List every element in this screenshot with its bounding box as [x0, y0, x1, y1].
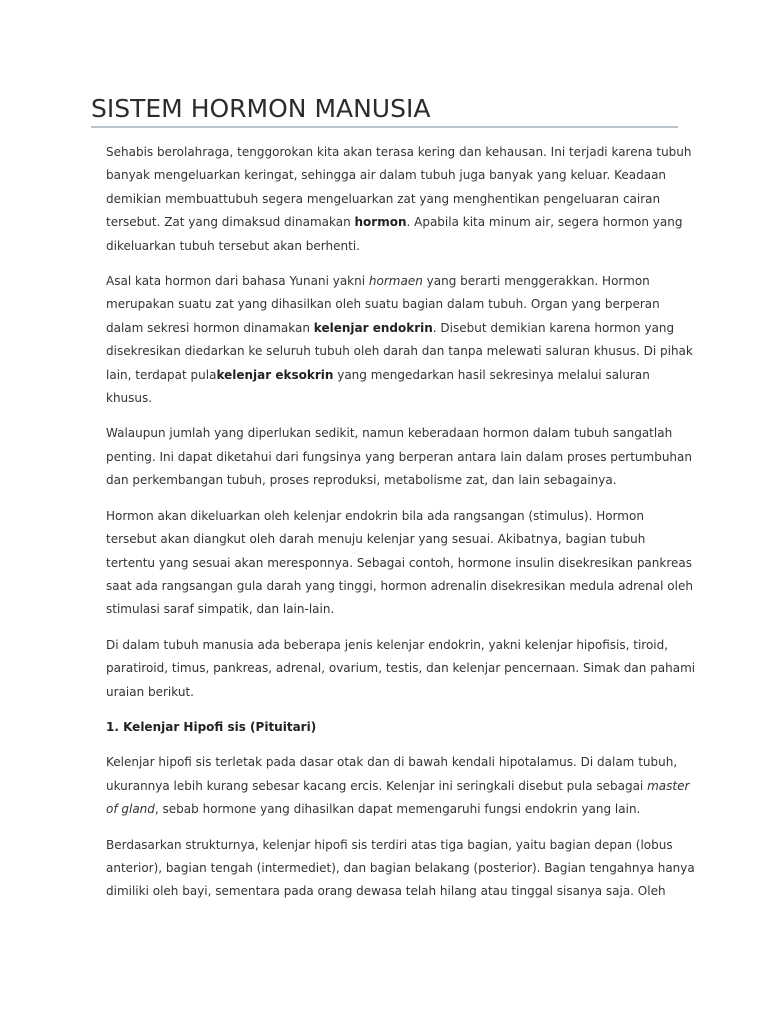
- text-line: [106, 598, 666, 621]
- text-run: , sebab hormone yang dihasilkan dapat memengaruhi fungsi endokrin yang lain.: [154, 802, 641, 817]
- text-run: merupakan suatu zat yang dihasilkan oleh suatu bagian dalam tubuh. Organ yang berperan: [106, 297, 660, 312]
- text-run: uraian berikut.: [106, 684, 194, 699]
- text-run: Asal kata hormon dari bahasa Yunani yakni: [106, 274, 369, 289]
- text-line: [106, 364, 666, 387]
- text-line: [106, 857, 695, 880]
- text-line: [106, 317, 675, 340]
- text-line: [106, 880, 666, 903]
- text-line: [106, 188, 666, 211]
- bold-term: kelenjar endokrin: [313, 320, 433, 335]
- text-line: [106, 775, 690, 798]
- text-line: [106, 235, 666, 258]
- italic-term: master: [647, 778, 690, 793]
- text-line: [106, 446, 692, 469]
- body-paragraph: [106, 634, 696, 704]
- text-line: [106, 575, 693, 598]
- text-run: banyak mengeluarkan keringat, sehingga air dalam tubuh juga banyak yang keluar. Keadaan: [106, 168, 667, 183]
- body-paragraph: [106, 141, 692, 258]
- document-body: [106, 141, 696, 916]
- italic-term: of gland: [106, 802, 155, 817]
- text-run: ukurannya lebih kurang sebesar kacang ercis. Kelenjar ini seringkali disebut pula sebagai: [106, 778, 648, 793]
- text-line: [106, 751, 678, 774]
- text-run: tertentu yang sesuai akan meresponnya. Sebagai contoh, hormone insulin disekresikan pankreas: [106, 555, 692, 570]
- body-paragraph: [106, 505, 693, 622]
- text-line: [106, 798, 666, 821]
- text-run: . Apabila kita minum air, segera hormon yang: [406, 215, 683, 230]
- body-paragraph: [106, 270, 693, 410]
- text-run: khusus.: [106, 391, 153, 406]
- body-paragraph: [106, 422, 692, 492]
- text-run: demikian membuattubuh segera mengeluarkan zat yang menghentikan pengeluaran cairan: [106, 191, 661, 206]
- text-run: saat ada rangsangan gula darah yang tinggi, hormon adrenalin disekresikan medula adrenal oleh: [106, 578, 693, 593]
- text-run: disekresikan diedarkan ke seluruh tubuh oleh darah dan tanpa melewati saluran khusus. Di pihak: [106, 344, 693, 359]
- text-line: [106, 387, 666, 410]
- document-title: SISTEM HORMON MANUSIA: [91, 94, 431, 123]
- text-line: [106, 293, 666, 316]
- text-line: [106, 528, 666, 551]
- text-line: [106, 469, 666, 492]
- body-paragraph: [106, 834, 695, 904]
- text-line: [106, 657, 696, 680]
- title-underline: [91, 126, 678, 128]
- text-line: [106, 505, 666, 528]
- text-run: paratiroid, timus, pankreas, adrenal, ovarium, testis, dan kelenjar pencernaan. Simak dan pahami: [106, 661, 696, 676]
- text-run: . Disebut demikian karena hormon yang: [432, 320, 675, 335]
- text-run: Di dalam tubuh manusia ada beberapa jenis kelenjar endokrin, yakni kelenjar hipofisis, tiroid,: [106, 637, 669, 652]
- text-line: [106, 340, 693, 363]
- text-run: dimiliki oleh bayi, sementara pada orang dewasa telah hilang atau tinggal sisanya saja. Oleh: [106, 884, 666, 899]
- text-line: [106, 552, 692, 575]
- text-run: yang mengedarkan hasil sekresinya melalui saluran: [333, 367, 650, 382]
- text-run: Kelenjar hipofi sis terletak pada dasar otak dan di bawah kendali hipotalamus. Di dalam tubuh,: [106, 755, 678, 770]
- text-line: [106, 164, 666, 187]
- text-line: [106, 681, 666, 704]
- text-line: [106, 634, 669, 657]
- text-run: anterior), bagian tengah (intermediet), dan bagian belakang (posterior). Bagian tengahnya hanya: [106, 860, 695, 875]
- text-run: tersebut. Zat yang dimaksud dinamakan: [106, 215, 355, 230]
- text-run: stimulasi saraf simpatik, dan lain-lain.: [106, 602, 335, 617]
- italic-term: hormaen: [368, 274, 423, 289]
- text-line: [106, 270, 666, 293]
- text-line: [106, 211, 683, 234]
- text-run: lain, terdapat pula: [106, 367, 217, 382]
- text-run: Walaupun jumlah yang diperlukan sedikit, namun keberadaan hormon dalam tubuh sangatlah: [106, 426, 673, 441]
- text-line: [106, 422, 673, 445]
- text-run: Hormon akan dikeluarkan oleh kelenjar endokrin bila ada rangsangan (stimulus). Hormon: [106, 508, 644, 523]
- text-run: Sehabis berolahraga, tenggorokan kita akan terasa kering dan kehausan. Ini terjadi karena tubuh: [106, 145, 692, 159]
- bold-term: kelenjar eksokrin: [216, 367, 334, 382]
- text-run: yang berarti menggerakkan. Hormon: [422, 274, 650, 289]
- text-run: penting. Ini dapat diketahui dari fungsinya yang berperan antara lain dalam proses pertumbuhan: [106, 449, 692, 464]
- bold-term: hormon: [354, 215, 407, 230]
- text-line: [106, 141, 692, 164]
- section-heading: 1. Kelenjar Hipofi sis (Pituitari): [106, 719, 317, 734]
- text-run: Berdasarkan strukturnya, kelenjar hipofi sis terdiri atas tiga bagian, yaitu bagian depan (lobus: [106, 837, 673, 852]
- text-run: dikeluarkan tubuh tersebut akan berhenti.: [106, 238, 360, 253]
- body-paragraph: [106, 751, 690, 821]
- text-line: [106, 834, 673, 857]
- text-run: dan perkembangan tubuh, proses reproduksi, metabolisme zat, dan lain sebagainya.: [106, 473, 617, 488]
- text-run: tersebut akan diangkut oleh darah menuju kelenjar yang sesuai. Akibatnya, bagian tubuh: [106, 532, 646, 547]
- text-run: dalam sekresi hormon dinamakan: [106, 320, 314, 335]
